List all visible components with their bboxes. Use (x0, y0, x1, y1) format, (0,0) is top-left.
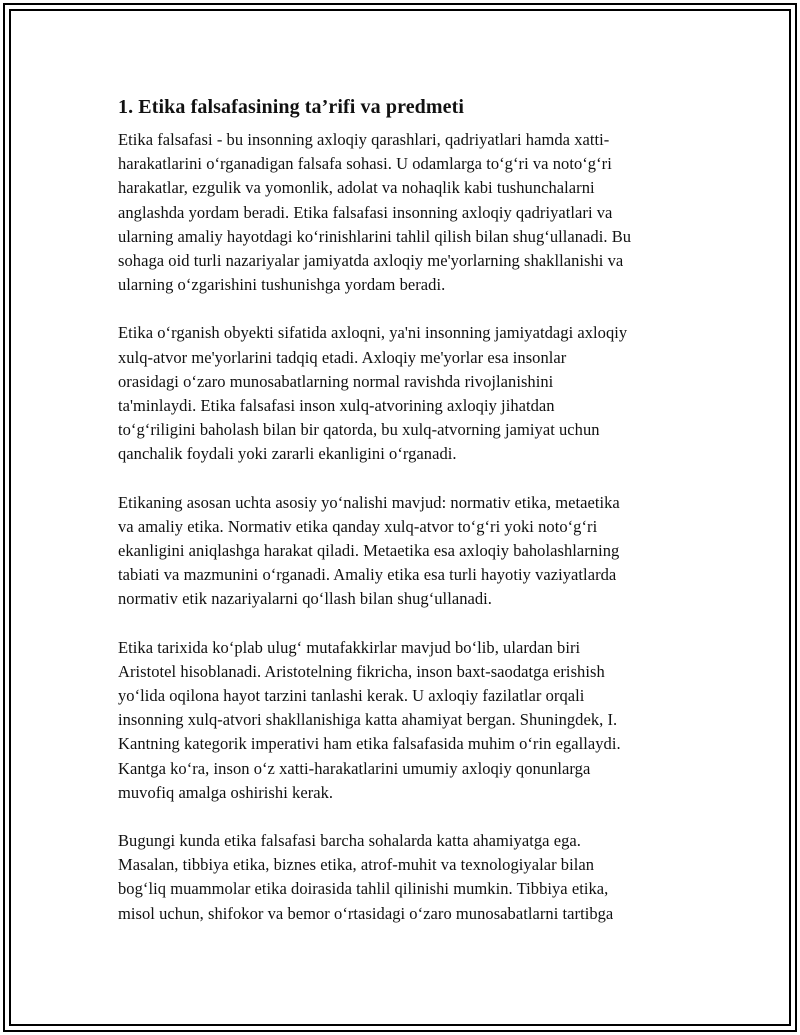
paragraph-line: Aristotel hisoblanadi. Aristotelning fikricha, inson baxt-saodatga erishish (118, 661, 605, 681)
paragraph-line: Etika falsafasi - bu insonning axloqiy qarashlari, qadriyatlari hamda xatti- (118, 130, 610, 149)
paragraph-line: Bugungi kunda etika falsafasi barcha sohalarda katta ahamiyatga ega. (118, 831, 581, 851)
paragraph-line: bog‘liq muammolar etika doirasida tahlil qilinishi mumkin. Tibbiya etika, (118, 879, 609, 899)
paragraph-line: anglashda yordam beradi. Etika falsafasi insonning axloqiy qadriyatlari va (118, 202, 613, 222)
paragraph-line: Kantning kategorik imperativi ham etika falsafasida muhim o‘rin egallaydi. (118, 734, 621, 754)
paragraph-line: ekanligini aniqlashga harakat qiladi. Metaetika esa axloqiy baholashlarning (118, 541, 620, 561)
paragraph-line: ta'minlaydi. Etika falsafasi inson xulq-atvorining axloqiy jihatdan (118, 396, 555, 416)
paragraph-line: sohaga oid turli nazariyalar jamiyatda axloqiy me'yorlarning shakllanishi va (118, 251, 624, 271)
paragraph-modern-relevance (118, 829, 688, 926)
paragraph-branches (118, 491, 688, 612)
paragraph-line: normativ etik nazariyalarni qo‘llash bilan shug‘ullanadi. (118, 589, 492, 609)
paragraph-line: Masalan, tibbiya etika, biznes etika, atrof-muhit va texnologiyalar bilan (118, 855, 595, 875)
paragraph-line: misol uchun, shifokor va bemor o‘rtasidagi o‘zaro munosabatlarni tartibga (118, 903, 614, 923)
paragraph-line: Etikaning asosan uchta asosiy yo‘nalishi mavjud: normativ etika, metaetika (118, 492, 620, 512)
section-heading: 1. Etika falsafasining ta’rifi va predmeti (118, 96, 465, 118)
paragraph-history (118, 636, 688, 805)
paragraph-line: qanchalik foydali yoki zararli ekanligini o‘rganadi. (118, 444, 457, 464)
paragraph-line: Kantga ko‘ra, inson o‘z xatti-harakatlarini umumiy axloqiy qonunlarga (118, 758, 591, 778)
paragraph-line: muvofiq amalga oshirishi kerak. (118, 782, 334, 802)
paragraph-line: to‘g‘riligini baholash bilan bir qatorda, bu xulq-atvorning jamiyat uchun (118, 420, 600, 440)
paragraph-object-of-study (118, 321, 688, 466)
paragraph-line: xulq-atvor me'yorlarini tadqiq etadi. Axloqiy me'yorlar esa insonlar (118, 347, 567, 367)
paragraph-line: Etika o‘rganish obyekti sifatida axloqni, ya'ni insonning jamiyatdagi axloqiy (118, 323, 628, 343)
paragraph-line: Etika tarixida ko‘plab ulug‘ mutafakkirlar mavjud bo‘lib, ulardan biri (118, 637, 581, 657)
paragraph-line: orasidagi o‘zaro munosabatlarning normal ravishda rivojlanishini (118, 371, 554, 391)
paragraph-line: ularning o‘zgarishini tushunishga yordam beradi. (118, 275, 446, 295)
paragraph-line: ularning amaliy hayotdagi ko‘rinishlarini tahlil qilish bilan shug‘ullanadi. Bu (118, 226, 632, 246)
paragraph-line: yo‘lida oqilona hayot tarzini tanlashi kerak. U axloqiy fazilatlar orqali (118, 686, 585, 706)
paragraph-definition (118, 128, 688, 297)
paragraph-line: harakatlar, ezgulik va yomonlik, adolat va nohaqlik kabi tushunchalarni (118, 178, 595, 198)
paragraph-line: tabiati va mazmunini o‘rganadi. Amaliy etika esa turli hayotiy vaziyatlarda (118, 565, 617, 585)
paragraph-line: va amaliy etika. Normativ etika qanday xulq-atvor to‘g‘ri yoki noto‘g‘ri (118, 516, 598, 536)
paragraph-line: harakatlarini o‘rganadigan falsafa sohasi. U odamlarga to‘g‘ri va noto‘g‘ri (118, 154, 612, 174)
document-body (118, 94, 688, 950)
paragraph-line: insonning xulq-atvori shakllanishiga katta ahamiyat bergan. Shuningdek, I. (118, 710, 618, 730)
